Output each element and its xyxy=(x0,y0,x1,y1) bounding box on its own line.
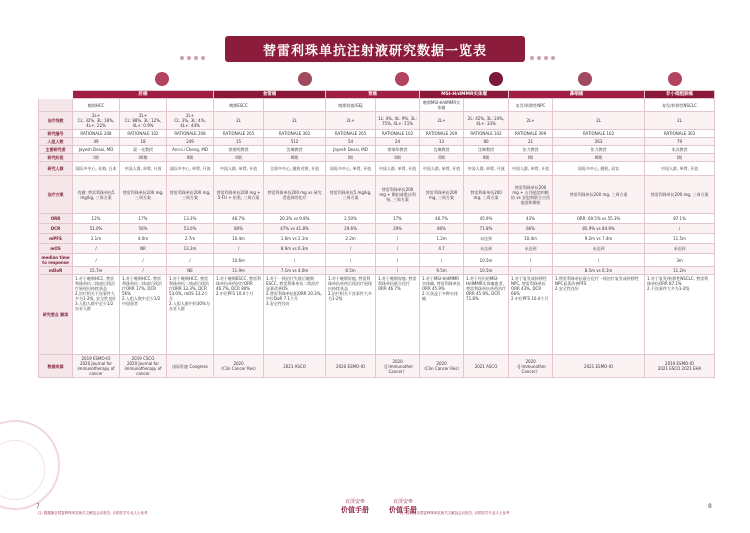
row-header: 治疗方案 xyxy=(39,176,73,214)
table-cell: 512 xyxy=(264,138,326,146)
row-header: mDoR xyxy=(39,267,73,275)
row-header xyxy=(39,99,73,112)
brand-logo: 百泽安® xyxy=(344,499,365,505)
table-row xyxy=(39,112,715,130)
row-header: mPFS xyxy=(39,234,73,244)
table-cell: 1.对于晚期ESCC, 替雷利珠单抗单药治疗ORR 46.7%, DCR 80% 2.中位PFS 10.4个月 xyxy=(214,275,264,355)
table-cell: 未达到 xyxy=(553,244,645,254)
table-cell: 29.6% xyxy=(326,224,376,234)
table-cell: / xyxy=(167,254,214,267)
table-cell: RATIONALE 205 xyxy=(214,130,264,138)
group-header-npc: 鼻咽癌 xyxy=(509,91,645,99)
table-cell: 中国人群, 单臂, 开放 xyxy=(120,162,167,176)
table-cell: 1.对于晚期HCC, 替雷利珠单抗二线或后线治疗展现出持续获益 2.治疗相关不良事件大多为1-2级, 安全性良好 3.入组人群中至少1/2东亚人群 xyxy=(73,275,120,355)
table-cell: 2020 《Clin Cancer Res》 xyxy=(214,355,264,378)
table-cell: 2020 ESMO-IO xyxy=(326,355,376,378)
table-cell: 替雷利珠单抗200 mg, 三周方案 xyxy=(645,176,715,214)
table-cell: 1.对于晚期胃癌, 替雷利珠单抗单药后线治疗展现出持续获益 2.治疗相关不良事件大多为1-2级 xyxy=(326,275,376,355)
table-cell: 1.对于经治的MSI-H/dMMR实体瘤患者, 替雷利珠单抗单药治疗ORR 45.9%, DCR 71.8% xyxy=(464,275,509,355)
table-cell: 未达到 xyxy=(464,234,509,244)
table-row xyxy=(39,214,715,224)
table-cell: II期 xyxy=(464,154,509,162)
table-row xyxy=(39,146,715,154)
table-cell: 4.7 xyxy=(420,244,464,254)
table-cell: 45.9% xyxy=(464,214,509,224)
table-cell: 替雷利珠单抗200 mg, 三周方案 xyxy=(464,176,509,214)
page-number-right: 8 xyxy=(708,503,712,510)
liver-icon xyxy=(155,72,169,86)
table-cell: 2L: 42%, 3L: 24%, 4L+: 33% xyxy=(464,112,509,130)
table-cell: 29% xyxy=(376,224,420,234)
table-row xyxy=(39,99,715,112)
table-cell: 徐瑞华教授 xyxy=(376,146,420,154)
table-cell: I/II期 xyxy=(120,154,167,162)
table-cell: 10.6m xyxy=(214,254,264,267)
group-header-liver: 肝癌 xyxy=(73,91,214,99)
page-title: 替雷利珠单抗注射液研究数据一览表 xyxy=(262,43,487,59)
table-cell: 替雷利珠单抗200 mg, 三周方案 xyxy=(553,176,645,214)
table-cell: 8.5m xyxy=(326,267,376,275)
table-cell: / xyxy=(73,254,120,267)
table-cell xyxy=(553,99,645,112)
table-cell: 2021 ASCO xyxy=(264,355,326,378)
table-cell: 43% xyxy=(509,214,553,224)
group-header-row xyxy=(39,91,715,99)
table-cell: / xyxy=(376,244,420,254)
table-cell: / xyxy=(326,244,376,254)
table-cell: RATIONALE 102 xyxy=(376,130,420,138)
row-header: 入组人数 xyxy=(39,138,73,146)
group-header-esophageal: 食管癌 xyxy=(214,91,326,99)
table-cell: 249 xyxy=(167,138,214,146)
table-cell: 11.9m xyxy=(214,267,264,275)
table-cell: / xyxy=(214,244,264,254)
table-cell: 1.对于一线治疗失败后晚期ESCC, 替雷利珠单抗二线治疗显著改善OS 2.替雷利珠单抗组ORR 20.3%, 中位DoR 7.1个月 3.安全性良好 xyxy=(264,275,326,355)
table-cell: 2.1m xyxy=(73,234,120,244)
table-cell: 47% vs 41.8% xyxy=(264,224,326,234)
table-cell: 80% xyxy=(214,224,264,234)
table-cell: 替雷利珠单抗200 mg, 三周方案 xyxy=(120,176,167,214)
table-cell: 2L+ CL: 32%, 3L: 18%, 4L+: 22% xyxy=(73,112,120,130)
table-cell: 替雷利珠单抗200 mg + 吉西他滨和顺铂 vs 安慰剂联合吉西他滨和顺铂 xyxy=(509,176,553,214)
table-cell: 中国人群, 单臂, 开放 xyxy=(420,162,464,176)
table-cell: 46.7% xyxy=(420,214,464,224)
table-cell: III期 xyxy=(264,154,326,162)
table-cell: 1.6m vs 2.1m xyxy=(264,234,326,244)
table-cell: 10.4m xyxy=(214,234,264,244)
table-cell: ORR: 69.5% vs 55.3% xyxy=(553,214,645,224)
table-cell: 2.7m xyxy=(167,234,214,244)
table-cell: 替雷利珠单抗5 mg/kg, 三周方案 xyxy=(326,176,376,214)
table-cell: 2.50% xyxy=(326,214,376,224)
table-cell: 4.0m xyxy=(120,234,167,244)
row-header: 数据来源 xyxy=(39,355,73,378)
table-cell xyxy=(120,99,167,112)
esophagus-icon xyxy=(298,72,312,86)
table-cell: 54 xyxy=(326,138,376,146)
table-cell: 张力教授 xyxy=(553,146,645,154)
table-cell: / xyxy=(645,224,715,234)
table-cell: 国际多中心, 亚裔, 日本 xyxy=(73,162,120,176)
table-row xyxy=(39,162,715,176)
table-cell: / xyxy=(326,254,376,267)
table-cell: 中国人群, 单臂, 开放 xyxy=(214,162,264,176)
table-cell: 1.对于复发或转移性NPC, 替雷利珠单抗ORR 43%, DCR 66% 2.中位PFS 10.4个月 xyxy=(509,275,553,355)
brand-label: 价值手册 xyxy=(341,506,369,514)
table-cell: 2L xyxy=(214,112,264,130)
table-cell: 2019 ESMO-IO 2020 Journal for immunotherapy of cancer xyxy=(73,355,120,378)
table-cell: 3m xyxy=(645,254,715,267)
table-cell: 79 xyxy=(645,138,715,146)
table-cell: I期 xyxy=(645,154,715,162)
table-cell: 24 xyxy=(376,138,420,146)
table-cell: 沈琳教授 xyxy=(420,146,464,154)
table-cell: 49 xyxy=(73,138,120,146)
table-cell: 1.对于晚期HCC, 替雷利珠单抗二线或后线治疗ORR 13.3%, DCR 53.0%, mOS 13.2个月 2.入组人群中约30%为东亚人群 xyxy=(167,275,214,355)
table-cell: 21 xyxy=(509,138,553,146)
table-cell: 2021 ASCO xyxy=(464,355,509,378)
group-header-blank xyxy=(39,91,73,99)
table-cell: NE xyxy=(167,267,214,275)
table-cell: 中国人群, 单臂, 开放 xyxy=(464,162,509,176)
table-row xyxy=(39,130,715,138)
table-cell: 1L: 4%, 4L: 9%, 3L: 75%, 4L+: 11% xyxy=(376,112,420,130)
table-cell: RATIONALE 102 xyxy=(120,130,167,138)
table-row xyxy=(39,275,715,355)
table-cell: 1.对于晚期胃癌, 替雷利珠单抗联合化疗ORR 46.7% xyxy=(376,275,420,355)
table-cell: RATIONALE 102 xyxy=(553,130,645,138)
table-cell: 中国人群, 单臂, 开放 xyxy=(509,162,553,176)
table-cell: 18 xyxy=(120,138,167,146)
table-cell: / xyxy=(509,267,553,275)
row-header: 主要研究者 xyxy=(39,146,73,154)
table-cell: 1.对于MSI-H/dMMR实体瘤, 替雷利珠单抗ORR 45.9% 2.可获益于多种实体瘤 xyxy=(420,275,464,355)
table-cell: 晚期胃癌/GEJ xyxy=(326,99,376,112)
table-cell: II期 xyxy=(167,154,214,162)
table-cell: 替雷利珠单抗200 mg + 5-FU + 铂类, 三周方案 xyxy=(214,176,264,214)
table-cell: 2L+ xyxy=(509,112,553,130)
row-header: 研究编号 xyxy=(39,130,73,138)
row-header: 研究阶段 xyxy=(39,154,73,162)
row-header: 治疗线数 xyxy=(39,112,73,130)
table-row xyxy=(39,138,715,146)
table-cell: 13.2m xyxy=(167,244,214,254)
table-cell: 2L+ xyxy=(420,112,464,130)
table-cell: 17% xyxy=(120,214,167,224)
table-cell: 2019 ESMO-IO 2021 ESCO 2021 EHA xyxy=(645,355,715,378)
table-cell: I期 xyxy=(326,154,376,162)
table-cell: 10.5m xyxy=(464,254,509,267)
dna-icon xyxy=(489,72,503,86)
table-cell: 2020 《Clin Cancer Res》 xyxy=(420,355,464,378)
table-cell: II期 xyxy=(214,154,264,162)
table-cell xyxy=(464,99,509,112)
row-header: median time to response xyxy=(39,254,73,267)
group-header-msi: MSI-H/dMMR实体瘤 xyxy=(420,91,509,99)
table-cell: 2020 《J Immunother Cancer》 xyxy=(376,355,420,378)
table-cell: / xyxy=(376,234,420,244)
table-row xyxy=(39,154,715,162)
table-cell: 56% xyxy=(120,224,167,234)
table-cell: RATIONALE 302 xyxy=(264,130,326,138)
table-cell: 朱苏教授 xyxy=(645,146,715,154)
table-cell: 晚期ESCC xyxy=(214,99,264,112)
table-cell: 7.1m vs 4.0m xyxy=(264,267,326,275)
table-cell: Ann-Li Cheng, MD xyxy=(167,146,214,154)
page-title-bar xyxy=(225,36,525,62)
table-cell: 伐德: 替雷利珠单抗5 mg/kg, 三周方案 xyxy=(73,176,120,214)
table-body xyxy=(39,99,715,378)
table-cell: 沈琳教授 xyxy=(264,146,326,154)
table-cell: / xyxy=(120,267,167,275)
table-cell: 2L+ CL: 88%, 3L: 12%, 4L+: 0.9% xyxy=(120,112,167,130)
row-header: mOS xyxy=(39,244,73,254)
table-cell xyxy=(167,99,214,112)
table-cell: 9.2m vs 7.4m xyxy=(553,234,645,244)
brand-label: 价值手册 xyxy=(389,506,417,514)
table-cell: 徐建明教授 xyxy=(214,146,264,154)
table-cell: RATIONALE 309 xyxy=(509,130,553,138)
table-cell: / xyxy=(376,267,420,275)
table-cell: RATIONALE 208 xyxy=(167,130,214,138)
table-cell: 87.1% xyxy=(645,214,715,224)
table-cell: 1.对于晚期HCC, 替雷利珠单抗二线或后线治疗ORR 17%, DCR 56% 2.入组人数中至少1/2中国患者 xyxy=(120,275,167,355)
footnote-right: 注: 数据摘自替雷利珠单抗相关文献及会议报告, 仅供医学专业人士参考 xyxy=(400,511,510,515)
table-cell: 15.7m xyxy=(73,267,120,275)
table-cell: 9.5m xyxy=(420,267,464,275)
title-dots-left xyxy=(180,45,220,51)
table-cell: RATIONALE 209 xyxy=(420,130,464,138)
table-cell: 11.2m xyxy=(645,267,715,275)
table-cell: 未达到 xyxy=(464,244,509,254)
table-cell: / xyxy=(264,254,326,267)
table-cell: 国际多中心, 随机, 双盲 xyxy=(553,162,645,176)
table-cell: 1.替雷利珠单抗联合化疗一线治疗复发或转移性NPC显著改善PFS 2.安全性良好 xyxy=(553,275,645,355)
table-cell: / xyxy=(420,254,464,267)
table-cell: II期 xyxy=(376,154,420,162)
table-cell: 复发/转移性NSCLC xyxy=(645,99,715,112)
table-cell: 2021 ESMO-IO xyxy=(553,355,645,378)
table-row xyxy=(39,267,715,275)
table-cell: 全球多中心, 随机对照, 开放 xyxy=(264,162,326,176)
table-cell: 中国人群, 单臂, 开放 xyxy=(645,162,715,176)
table-cell: 未达到 xyxy=(509,244,553,254)
row-header: DCR xyxy=(39,224,73,234)
table-cell: RATIONALE 102 xyxy=(464,130,509,138)
table-cell: 替雷利珠单抗200 mg, 三周方案 xyxy=(167,176,214,214)
table-cell xyxy=(376,99,420,112)
table-cell: 11.5m xyxy=(645,234,715,244)
table-cell: 53.0% xyxy=(167,224,214,234)
brand-logo: 百泽安® xyxy=(392,499,413,505)
row-header: ORR xyxy=(39,214,73,224)
table-cell: 1.2m xyxy=(420,234,464,244)
table-cell: 8.5m vs 6.1m xyxy=(553,267,645,275)
row-header: 研究要点 解读 xyxy=(39,275,73,355)
table-cell: / xyxy=(376,254,420,267)
table-cell: 晚期MSI-H/dMMR实体瘤 xyxy=(420,99,464,112)
table-cell: 中国人群, 单臂, 开放 xyxy=(376,162,420,176)
footnote-left: 注: 数据摘自替雷利珠单抗相关文献及会议报告, 仅供医学专业人士参考 xyxy=(38,511,148,515)
table-cell: 2L+ CL: 3%, 3L: 4%, 4L+: 44% xyxy=(167,112,214,130)
table-cell: 沈琳教授 xyxy=(464,146,509,154)
table-cell: 10.5m xyxy=(464,267,509,275)
table-cell: 2L xyxy=(264,112,326,130)
table-cell: 2L xyxy=(645,112,715,130)
table-cell: 263 xyxy=(553,138,645,146)
study-data-table xyxy=(38,90,715,378)
table-cell: III期 xyxy=(553,154,645,162)
table-cell: 13 xyxy=(420,138,464,146)
table-cell: NR xyxy=(120,244,167,254)
table-cell: 国际多中心, 单臂, 开放 xyxy=(167,162,214,176)
table-cell: 85.9% vs 84.9% xyxy=(553,224,645,234)
table-cell: 13.3% xyxy=(167,214,214,224)
table-cell: 20.3% vs 9.8% xyxy=(264,214,326,224)
table-cell: 张力教授 xyxy=(509,146,553,154)
table-cell: Jayesh Desai, MD xyxy=(326,146,376,154)
table-cell: I期 xyxy=(73,154,120,162)
table-cell: 71.8% xyxy=(464,224,509,234)
table-cell: 80 xyxy=(464,138,509,146)
nasopharynx-icon xyxy=(578,72,592,86)
table-cell: 未达到 xyxy=(645,244,715,254)
table-cell: 替雷利珠单抗200 mg vs 研究者选择的化疗 xyxy=(264,176,326,214)
table-row xyxy=(39,355,715,378)
table-cell: / xyxy=(509,254,553,267)
table-cell: 2020 《J Immunother Cancer》 xyxy=(509,355,553,378)
table-cell: Jayesh Desai, MD xyxy=(73,146,120,154)
page-number-left: 7 xyxy=(36,503,40,510)
table-cell: 2019 CSCO 2020 Journal for immunotherapy of cancer xyxy=(120,355,167,378)
category-icon-row xyxy=(0,72,750,88)
table-cell: 46.7% xyxy=(214,214,264,224)
table-cell: 复发/转移性NPC xyxy=(509,99,553,112)
lung-icon xyxy=(668,72,682,86)
title-dots-right xyxy=(530,45,570,51)
table-row xyxy=(39,176,715,214)
table-cell: 51.0% xyxy=(73,224,120,234)
table-cell: 2L+ xyxy=(326,112,376,130)
table-cell: 国际肝癌 Congress xyxy=(167,355,214,378)
table-cell: 10.4m xyxy=(509,234,553,244)
group-header-gastric: 胃癌 xyxy=(326,91,420,99)
table-cell: / xyxy=(553,254,645,267)
table-cell: 80% xyxy=(420,224,464,234)
table-row xyxy=(39,254,715,267)
table-cell: 8.6m vs 6.3m xyxy=(264,244,326,254)
group-header-nsclc: 非小细胞肺癌 xyxy=(645,91,715,99)
table-cell: RATIONALE 205 xyxy=(326,130,376,138)
table-cell: 15 xyxy=(214,138,264,146)
table-cell: 替雷利珠单抗200 mg + 顺铂或奥沙利铂, 三周方案 xyxy=(376,176,420,214)
table-row xyxy=(39,234,715,244)
table-row xyxy=(39,244,715,254)
stomach-icon xyxy=(395,72,409,86)
table-cell: 替雷利珠单抗200 mg, 三周方案 xyxy=(420,176,464,214)
table-cell: 2L xyxy=(553,112,645,130)
table-cell: 17% xyxy=(376,214,420,224)
table-cell: 12% xyxy=(73,214,120,224)
table-cell: RATIONALE 208 xyxy=(73,130,120,138)
table-cell: I期 xyxy=(509,154,553,162)
table-cell: / xyxy=(73,244,120,254)
row-header: 研究人群 xyxy=(39,162,73,176)
table-cell: RATIONALE 303 xyxy=(645,130,715,138)
table-cell xyxy=(264,99,326,112)
table-cell: / xyxy=(120,254,167,267)
table-cell: 梁一光教授 xyxy=(120,146,167,154)
table-row xyxy=(39,224,715,234)
table-cell: 晚期HCC xyxy=(73,99,120,112)
table-cell: II期 xyxy=(420,154,464,162)
table-cell: 2.2m xyxy=(326,234,376,244)
table-cell: 66% xyxy=(509,224,553,234)
table-cell: 国际多中心, 单臂, 开放 xyxy=(326,162,376,176)
table-cell: 1.对于复发/转移性NSCLC, 替雷利珠单抗ORR 87.1% 2.不良事件大多为1-2级 xyxy=(645,275,715,355)
